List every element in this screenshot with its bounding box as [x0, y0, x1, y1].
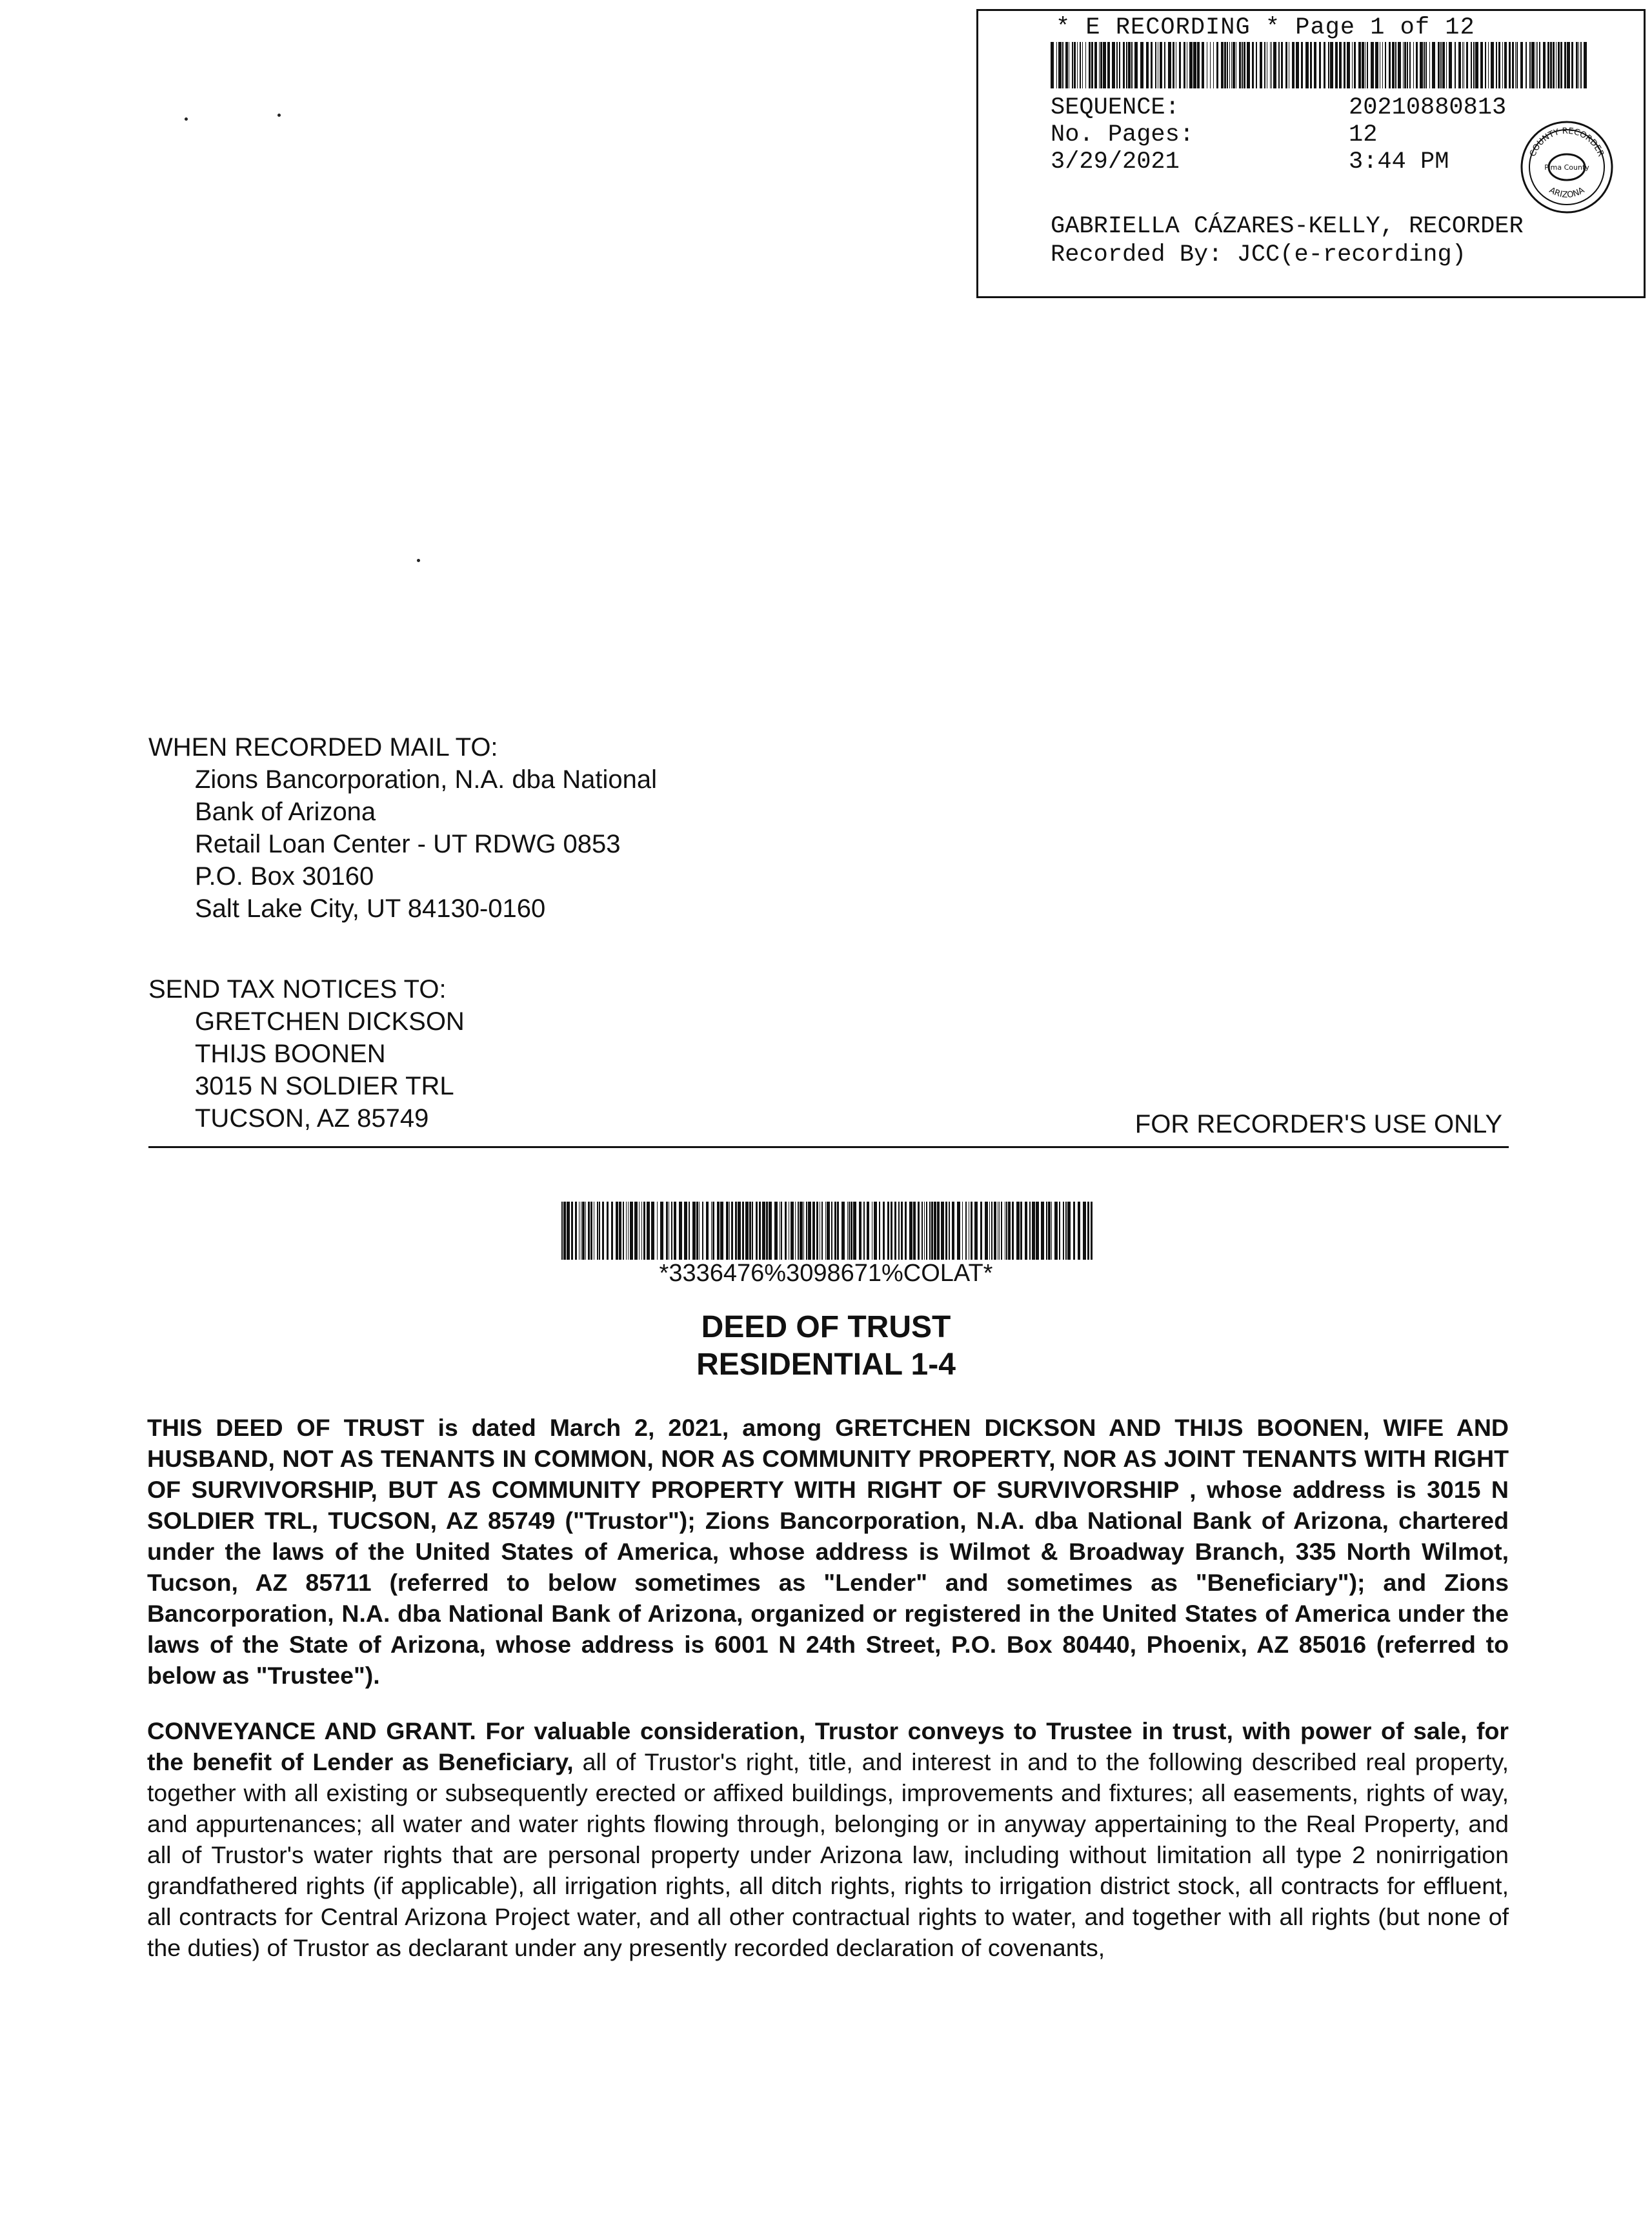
scan-speck — [185, 117, 188, 121]
tax-notices-block — [148, 973, 465, 1135]
scan-speck — [417, 559, 420, 562]
record-time: 3:44 PM — [1349, 148, 1449, 176]
mail-to-label: WHEN RECORDED MAIL TO: — [148, 733, 498, 762]
tax-notices-line: GRETCHEN DICKSON — [195, 1007, 465, 1036]
seal-bottom-text: ARIZONA — [1547, 185, 1587, 201]
recorder-use-label: FOR RECORDER'S USE ONLY — [1134, 1110, 1502, 1138]
mail-to-line: Bank of Arizona — [195, 798, 376, 826]
recorded-by: Recorded By: JCC(e-recording) — [1051, 241, 1466, 268]
mail-to-line: Zions Bancorporation, N.A. dba National — [195, 765, 657, 794]
sequence-value: 20210880813 — [1349, 94, 1507, 121]
stamp-header: * E RECORDING * Page 1 of 12 — [1056, 14, 1475, 41]
recorder-name: GABRIELLA CÁZARES-KELLY, RECORDER — [1051, 213, 1524, 240]
divider-rule — [148, 1146, 1509, 1148]
title-line-1: DEED OF TRUST — [701, 1310, 951, 1344]
mail-to-line: Salt Lake City, UT 84130-0160 — [195, 894, 546, 923]
pages-value: 12 — [1349, 121, 1378, 148]
conveyance-text: all of Trustor's right, title, and interest in and to the following described real property, together with all existing or subsequently erected or affixed buildings, improvements and fixtures; all easements, rights of way, and appurtenances; all water and water rights flowing through, belonging or in anyway appertaining to the Real Property, and all of Trustor's water rights that are personal property under Arizona law, including without limitation all type 2 nonirrigation grandfathered rights (if applicable), all irrigation rights, all ditch rights, rights to irrigation district stock, all contracts for effluent, all contracts for Central Arizona Project water, and all other contractual rights to water, and together with all rights (but none of the duties) of Trustor as declarant under any presently recorded declaration of covenants, — [147, 1748, 1509, 1961]
title-line-2: RESIDENTIAL 1-4 — [696, 1347, 956, 1382]
stamp-barcode — [1051, 42, 1587, 88]
conveyance-paragraph — [147, 1715, 1509, 1963]
record-date: 3/29/2021 — [1051, 148, 1180, 176]
recorder-stamp — [976, 9, 1646, 298]
seal-center-text: Pima County — [1544, 163, 1589, 172]
tax-notices-line: TUCSON, AZ 85749 — [195, 1104, 429, 1133]
tax-notices-label: SEND TAX NOTICES TO: — [148, 975, 447, 1004]
county-recorder-seal-icon — [1519, 119, 1615, 215]
document-barcode — [561, 1202, 1094, 1260]
sequence-label: SEQUENCE: — [1051, 94, 1180, 121]
mail-to-block — [148, 731, 657, 925]
conveyance-lead: CONVEYANCE AND GRANT. For valuable consideration, Trustor conveys to Trustee in trust, with power of sale, for the benefit of Lender as Beneficiary, — [147, 1717, 1509, 1775]
scan-speck — [277, 114, 281, 117]
tax-notices-line: 3015 N SOLDIER TRL — [195, 1072, 454, 1100]
mail-to-line: P.O. Box 30160 — [195, 862, 374, 891]
svg-text:ARIZONA — [1547, 185, 1586, 200]
pages-label: No. Pages: — [1051, 121, 1194, 148]
document-title — [0, 1309, 1652, 1384]
seal-top-text: COUNTY RECORDER — [1528, 126, 1606, 158]
tax-notices-line: THIJS BOONEN — [195, 1040, 386, 1068]
mail-to-line: Retail Loan Center - UT RDWG 0853 — [195, 830, 621, 858]
parties-paragraph: THIS DEED OF TRUST is dated March 2, 2021, among GRETCHEN DICKSON AND THIJS BOONEN, WIFE AND HUSBAND, NOT AS TENANTS IN COMMON, NOR AS COMMUNITY PROPERTY, NOR AS JOINT TENANTS WITH RIGHT OF SURVIVORSHIP, BUT AS COMMUNITY PROPERTY WITH RIGHT OF SURVIVORSHIP , whose address is 3015 N SOLDIER TRL, TUCSON, AZ 85749 ("Trustor"); Zions Bancorporation, N.A. dba National Bank of Arizona, chartered under the laws of the United States of America, whose address is Wilmot & Broadway Branch, 335 North Wilmot, Tucson, AZ 85711 (referred to below sometimes as "Lender" and sometimes as "Beneficiary"); and Zions Bancorporation, N.A. dba National Bank of Arizona, organized or registered in the United States of America under the laws of the State of Arizona, whose address is 6001 N 24th Street, P.O. Box 80440, Phoenix, AZ 85016 (referred to below as "Trustee"). — [147, 1414, 1509, 1689]
barcode-text: *3336476%3098671%COLAT* — [659, 1260, 993, 1287]
sequence-row — [1051, 94, 1631, 122]
